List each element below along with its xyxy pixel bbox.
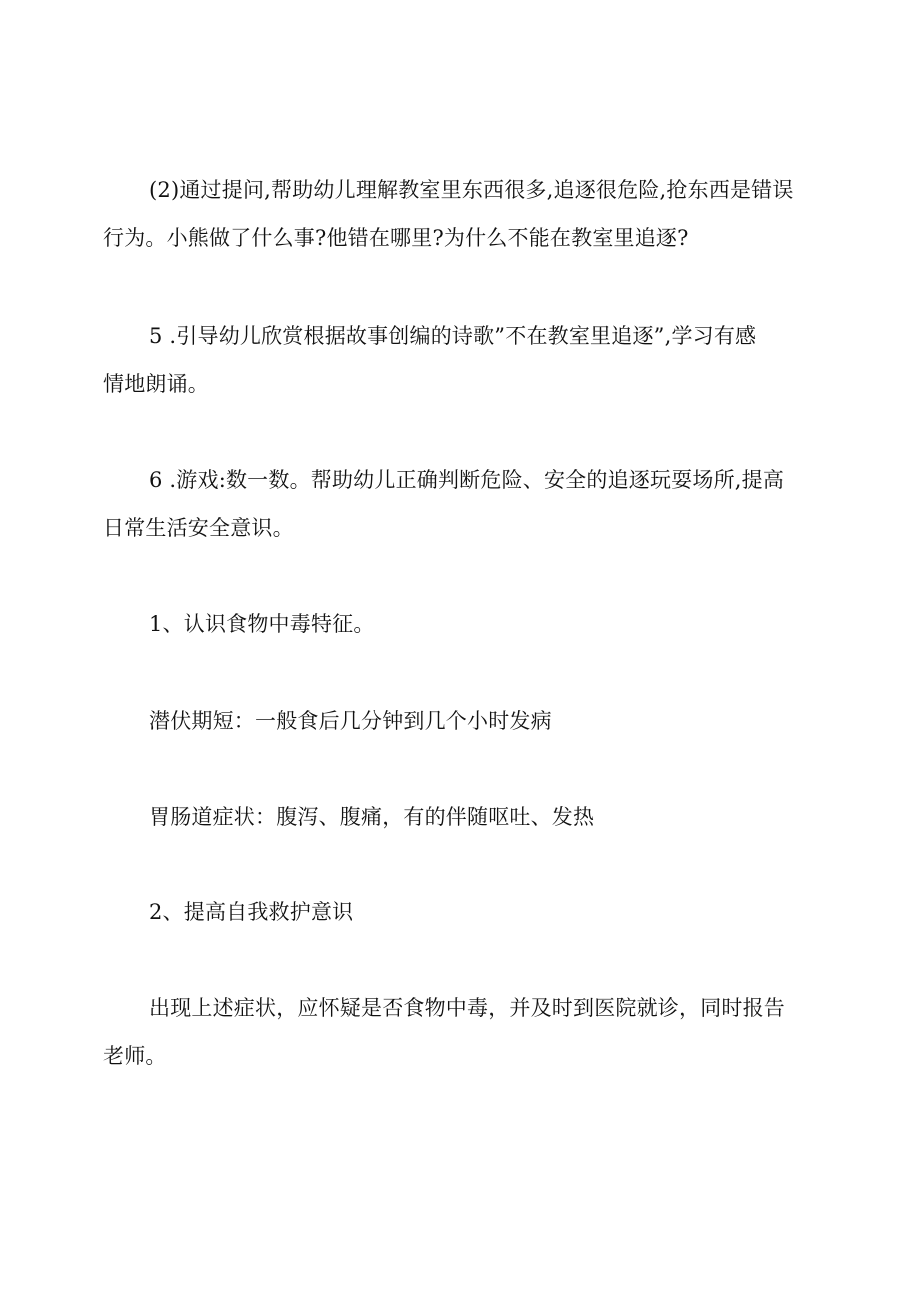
heading-self-rescue — [103, 888, 823, 936]
paragraph-symptoms — [103, 793, 823, 841]
text-line: (2)通过提问,帮助幼儿理解教室里东西很多,追逐很危险,抢东西是错误 — [149, 178, 794, 202]
paragraph-questioning — [103, 166, 823, 262]
text-line: 6 .游戏:数一数。帮助幼儿正确判断危险、安全的追逐玩耍场所,提高 — [149, 468, 785, 492]
text-line: 1、认识食物中毒特征。 — [149, 612, 375, 636]
text-line: 情地朗诵。 — [103, 372, 209, 396]
text-line: 老师。 — [103, 1044, 167, 1068]
heading-food-poisoning-features — [103, 600, 823, 648]
paragraph-action — [103, 984, 823, 1080]
paragraph-game — [103, 456, 823, 552]
text-line: 胃肠道症状：腹泻、腹痛，有的伴随呕吐、发热 — [149, 805, 595, 829]
paragraph-incubation — [103, 697, 823, 745]
text-line: 5 .引导幼儿欣赏根据故事创编的诗歌”不在教室里追逐”,学习有感 — [149, 324, 757, 348]
text-line: 日常生活安全意识。 — [103, 516, 294, 540]
text-line: 行为。小熊做了什么事?他错在哪里?为什么不能在教室里追逐? — [103, 226, 689, 250]
paragraph-poem — [103, 312, 823, 408]
text-line: 出现上述症状，应怀疑是否食物中毒，并及时到医院就诊，同时报告 — [149, 996, 785, 1020]
text-line: 潜伏期短：一般食后几分钟到几个小时发病 — [149, 709, 552, 733]
text-line: 2、提高自我救护意识 — [149, 900, 354, 924]
